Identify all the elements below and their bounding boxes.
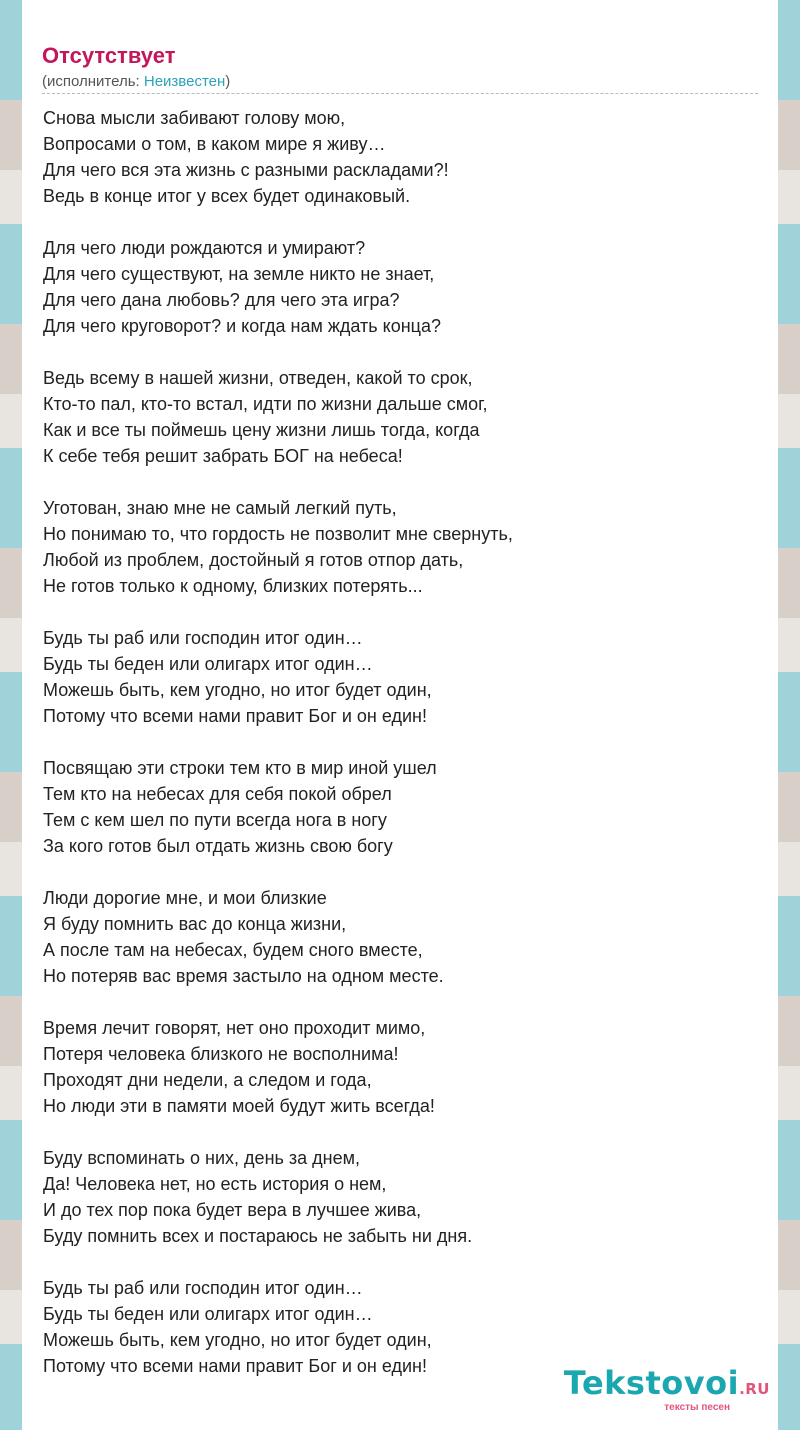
lyrics-line: Будь ты беден или олигарх итог один… xyxy=(43,1304,373,1324)
lyrics-line: Проходят дни недели, а следом и года, xyxy=(43,1070,372,1090)
lyrics-line: Вопросами о том, в каком мире я живу… xyxy=(43,134,386,154)
lyrics-line: Можешь быть, кем угодно, но итог будет один, xyxy=(43,680,432,700)
lyrics-line: Ведь в конце итог у всех будет одинаковый. xyxy=(43,186,411,206)
logo-tagline: тексты песен xyxy=(664,1402,730,1413)
lyrics-line: Будь ты беден или олигарх итог один… xyxy=(43,654,373,674)
performer-line xyxy=(42,72,758,92)
lyrics-line: За кого готов был отдать жизнь свою богу xyxy=(43,836,393,856)
site-logo[interactable] xyxy=(564,1366,770,1413)
lyrics-card xyxy=(22,0,778,1430)
logo-wordmark xyxy=(564,1366,770,1406)
lyrics-line: Для чего существуют, на земле никто не знает, xyxy=(43,264,435,284)
lyrics-stanza xyxy=(43,1015,759,1119)
lyrics-line: Уготован, знаю мне не самый легкий путь, xyxy=(43,498,397,518)
lyrics-line: Для чего вся эта жизнь с разными раскладами?! xyxy=(43,160,449,180)
lyrics-stanza xyxy=(43,625,759,729)
lyrics-line: Для чего люди рождаются и умирают? xyxy=(43,238,366,258)
lyrics-line: А после там на небесах, будем сного вместе, xyxy=(43,940,423,960)
lyrics-line: Потому что всеми нами правит Бог и он един! xyxy=(43,1356,427,1376)
lyrics-line: Будь ты раб или господин итог один… xyxy=(43,628,363,648)
lyrics-line: Люди дорогие мне, и мои близкие xyxy=(43,888,327,908)
lyrics-line: Тем кто на небесах для себя покой обрел xyxy=(43,784,392,804)
lyrics-line: Буду помнить всех и постараюсь не забыть ни дня. xyxy=(43,1226,473,1246)
lyrics-line: Но понимаю то, что гордость не позволит мне свернуть, xyxy=(43,524,513,544)
lyrics-stanza xyxy=(43,885,759,989)
lyrics-line: Для чего круговорот? и когда нам ждать конца? xyxy=(43,316,442,336)
lyrics-line: Для чего дана любовь? для чего эта игра? xyxy=(43,290,400,310)
lyrics-stanza xyxy=(43,1145,759,1249)
lyrics-line: Ведь всему в нашей жизни, отведен, какой то срок, xyxy=(43,368,473,388)
performer-prefix: (исполнитель: xyxy=(42,73,144,90)
lyrics-body xyxy=(43,105,759,1405)
song-title: Отсутствует xyxy=(42,43,176,68)
lyrics-line: Как и все ты поймешь цену жизни лишь тогда, когда xyxy=(43,420,480,440)
lyrics-line: И до тех пор пока будет вера в лучшее жива, xyxy=(43,1200,422,1220)
lyrics-stanza xyxy=(43,495,759,599)
lyrics-line: Время лечит говорят, нет оно проходит мимо, xyxy=(43,1018,426,1038)
lyrics-line: Снова мысли забивают голову мою, xyxy=(43,108,346,128)
lyrics-line: Тем с кем шел по пути всегда нога в ногу xyxy=(43,810,387,830)
lyrics-stanza xyxy=(43,365,759,469)
lyrics-line: Я буду помнить вас до конца жизни, xyxy=(43,914,347,934)
header-divider xyxy=(42,93,758,94)
performer-suffix: ) xyxy=(225,73,231,90)
lyrics-line: К себе тебя решит забрать БОГ на небеса! xyxy=(43,446,403,466)
lyrics-line: Но потеряв вас время застыло на одном месте. xyxy=(43,966,444,986)
lyrics-line: Можешь быть, кем угодно, но итог будет один, xyxy=(43,1330,432,1350)
lyrics-line: Буду вспоминать о них, день за днем, xyxy=(43,1148,360,1168)
lyrics-stanza xyxy=(43,105,759,209)
logo-name: Tekstovoi xyxy=(563,1364,740,1402)
lyrics-line: Кто-то пал, кто-то встал, идти по жизни дальше смог, xyxy=(43,394,488,414)
song-header xyxy=(42,42,758,94)
lyrics-line: Но люди эти в памяти моей будут жить всегда! xyxy=(43,1096,435,1116)
lyrics-line: Посвящаю эти строки тем кто в мир иной ушел xyxy=(43,758,437,778)
lyrics-stanza xyxy=(43,235,759,339)
lyrics-stanza xyxy=(43,755,759,859)
lyrics-line: Потеря человека близкого не восполнима! xyxy=(43,1044,399,1064)
lyrics-line: Да! Человека нет, но есть история о нем, xyxy=(43,1174,387,1194)
lyrics-line: Не готов только к одному, близких потерять... xyxy=(43,576,423,596)
lyrics-line: Любой из проблем, достойный я готов отпор дать, xyxy=(43,550,464,570)
lyrics-line: Будь ты раб или господин итог один… xyxy=(43,1278,363,1298)
logo-tld: .RU xyxy=(739,1380,770,1398)
performer-link[interactable]: Неизвестен xyxy=(143,73,226,90)
lyrics-line: Потому что всеми нами правит Бог и он един! xyxy=(43,706,427,726)
